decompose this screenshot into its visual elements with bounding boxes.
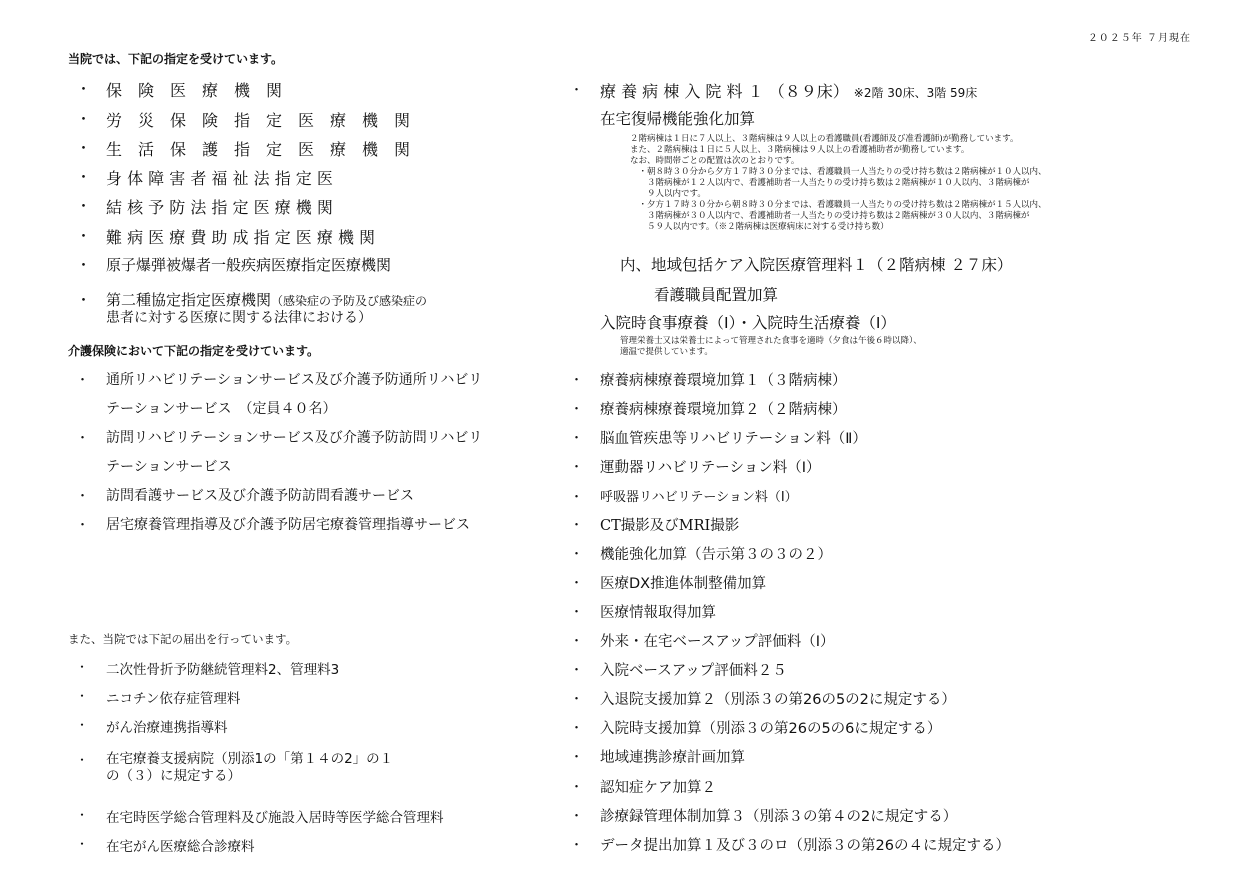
care-heading: 介護保険において下記の指定を受けています。 [68, 344, 320, 358]
designation8-line2: 患者に対する医療に関する法律における） [106, 310, 372, 326]
designation8-note: （感染症の予防及び感染症の [271, 294, 428, 308]
meal-item: 入院時食事療養（Ⅰ）・入院時生活療養（Ⅰ） [600, 314, 896, 332]
care-item-continued: テーションサービス [106, 459, 232, 475]
ward-main: 療 養 病 棟 入 院 料 １ （８９床） [600, 82, 849, 101]
notifications-heading: また、当院では下記の届出を行っています。 [68, 632, 298, 646]
designation8-main: 第二種協定指定医療機関 [106, 291, 272, 309]
staffing-note: ２階病棟は１日に７人以上、３階病棟は９人以上の看護職員(看護師及び准看護師)が勤務しています。 また、２階病棟は１日に５人以上、３階病棟は９人以上の看護補助者が勤務しています。 なお、時間帯ごとの配置は次のとおりです。 ・朝８時３０分から夕方１７時３０分までは、看護職員一人当たりの受け持ち数は２階病棟が１０人以内、 ３階病棟が１２人以内で、看護補助者一人当たりの受け持ち数は２階病棟が１０人以内、３階病棟が ９人以内です。 ・夕方１７時３０分から朝８時３０分までは、看護職員一人当たりの受け持ち数は２階病棟が１５人以内、 ３階病棟が３０人以内で、看護補助者一人当たりの受け持ち数は２階病棟が３０人以内、３階病棟が ５９人以内です。（※２階病棟は医療病床に対する受け持ち数） [630, 134, 1047, 232]
meal-note: 管理栄養士又は栄養士によって管理された食事を適時（夕食は午後６時以降）、 適温で提供しています。 [620, 336, 922, 357]
nurse-addition: 看護職員配置加算 [654, 286, 779, 304]
community-care-item: 内、地域包括ケア入院医療管理料１（２階病棟 ２７床） [620, 256, 1013, 274]
as-of-date: ２０２５年 ７月現在 [1087, 33, 1191, 44]
ward-note: ※2階 30床、3階 59床 [853, 86, 978, 100]
designations-heading: 当院では、下記の指定を受けています。 [68, 52, 284, 66]
care-item-continued: テーションサービス （定員４０名） [106, 401, 337, 417]
rehab-addition: 在宅復帰機能強化加算 [600, 110, 756, 128]
